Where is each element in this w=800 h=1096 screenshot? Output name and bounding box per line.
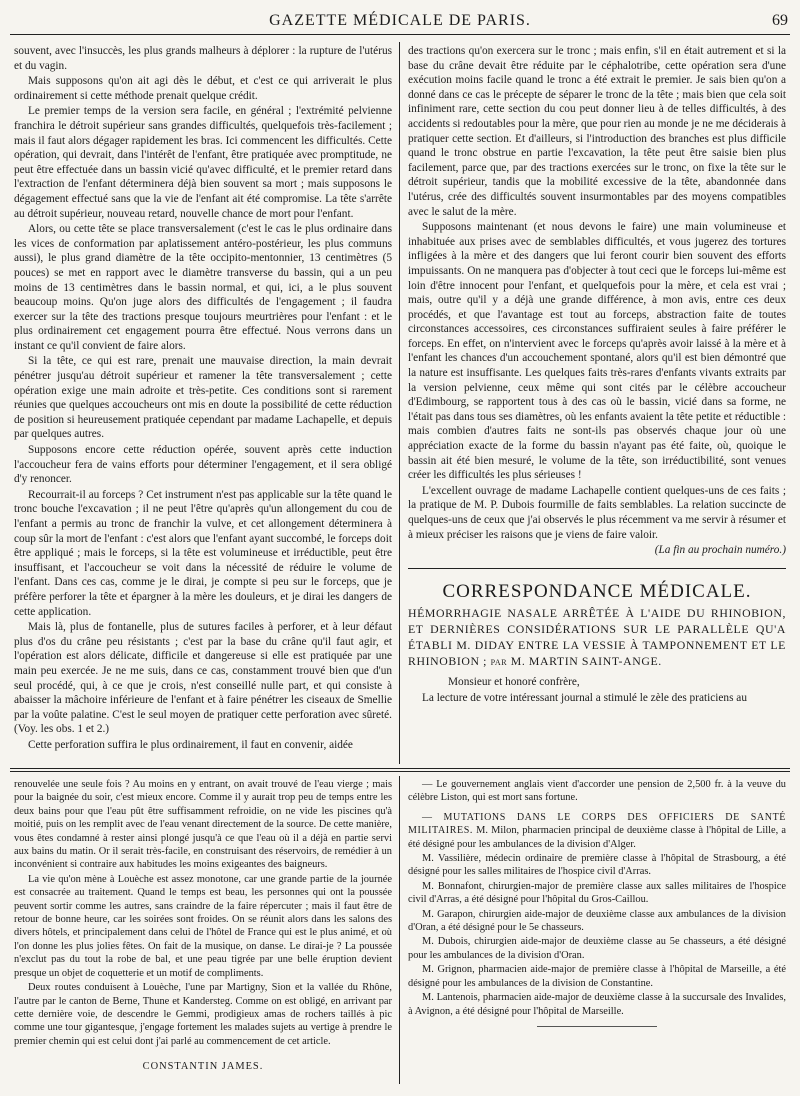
feuilleton-left-column — [14, 778, 392, 1084]
mutations-first-entry: M. Milon, pharmacien principal de deuxième classe à l'hôpital de Lille, a été désigné pour les ambulances de la division d'Alger. — [408, 825, 786, 850]
paragraph: renouvelée une seule fois ? Au moins en y entrant, on avait trouvé de l'eau vierge ; mais pour la baignée du soir, c'est mieux encore. Comme il y aurait trop peu de temps entre les deux bains pour que l'eau pût être suffisamment refroidie, on ne vide les piscines qu'à moitié, puis on les remplit avec de l'eau venant directement de la source. De cette manière, vous êtes condamné à rester ainsi plongé jusqu'à ce que l'eau où il a déjà en partie servi aux bains du matin. Or il serait très-facile, en construisant des réservoirs, de remédier à un inconvénient si contraire aux habitudes les moins exigeantes des baigneurs. — [14, 779, 392, 871]
paragraph: Recourrait-il au forceps ? Cet instrument n'est pas applicable sur la tête quand le tronc bouche l'excavation ; il ne peut l'être qu'après qu'un allongement du cou de l'enfant a permis au tronc de franchir la vulve, et cet allongement déterminera à coup sûr la mort de l'enfant : c'est alors que l'enfant ayant succombé, le forceps doit être appliqué ; mais le forceps, si la tête est volumineuse et irréductible, peut être insuffisant, et l'accoucheur se voit dans la nécessité de réduire le volume de l'enfant. Dans ces cas, comme je le dirai, je compte si peu sur le forceps, que je préfère perforer la tête et épargner à la mère les douleurs, et je dirai les dangers de cette application. — [14, 488, 392, 618]
column-divider — [399, 42, 400, 764]
paragraph: L'excellent ouvrage de madame Lachapelle contient quelques-uns de ces faits ; la pratique de M. P. Dubois fourmille de faits semblables. La relation succincte de quelques-uns de ceux que j'ai observés le plus récemment va me servir à résumer et à mieux préciser les raisons que je viens de faire valoir. — [408, 484, 786, 541]
end-rule — [537, 1026, 657, 1027]
paragraph: Deux routes conduisent à Louèche, l'une par Martigny, Sion et la vallée du Rhône, l'autre par le canton de Berne, Thune et Kandersteg. Comme on est obligé, en arrivant par cette dernière voie, de descendre le Gemmi, prodigieux amas de rochers taillés à pic comme une tour gigantesque, j'engage fortement les malades sujets au vertige à prendre le premier chemin qui est celui dont j'ai parlé au commencement de cet article. — [14, 982, 392, 1047]
feuilleton-rule — [10, 768, 790, 769]
paragraph: Le premier temps de la version sera facile, en général ; l'extrémité pelvienne franchira le détroit supérieur sans grandes difficultés, quelquefois très-facilement ; mais il faut alors dégager rapidement les bras. Ici commencent les difficultés. Cette opération, qui devrait, dans l'intérêt de l'enfant, être pratiquée avec promptitude, ne peut être effectuée dans un bassin vicié qu'avec difficulté, et le premier retard dans l'extraction de l'enfant déterminera déjà bien souvent sa mort ; mais supposons le dégagement effectué sans que la vie de l'enfant ait été compromise. La tête s'arrête au détroit supérieur, nouveau retard, nouvelle chance de mort pour l'enfant. — [14, 105, 392, 220]
paragraph: La vie qu'on mène à Louèche est assez monotone, car une grande partie de la journée est consacrée au traitement. Quand le temps est beau, les personnes qui ont la poussée peuvent sortir comme les autres, sans craindre de la faire répercuter ; mais il faut être de retour de bonne heure, car les soirées sont froides. On se réunit alors dans les salons des divers hôtels, et principalement dans celui de l'hôtel de France qui est le plus animé, et où l'on donne les plus jolies fêtes. On fait de la musique, on danse. Le dirai-je ? La poussée n'exclut pas du tout la robe de bal, et une peau tigrée par une belle éruption devient presque un objet de coquetterie et un motif de compliments. — [14, 873, 392, 979]
mutation-entry: M. Grignon, pharmacien aide-major de première classe à l'hôpital de Marseille, a été désigné pour les ambulances de la division de Constantine. — [408, 964, 786, 989]
paragraph: des tractions qu'on exercera sur le tronc ; mais enfin, s'il en était autrement et si la base du crâne devait être réduite par le céphalotribe, cette opération sera d'une exécution moins facile quand le tronc a été extrait le premier. Je sais bien qu'on a donné dans ce cas le précepte de séparer le tronc de la tête ; mais bien que cela soit infiniment rare, cette section du cou peut donner lieu à de telles difficultés, à des accidents si redoutables pour la mère, que pour rien au monde je ne me déciderais à pratiquer cette section. Et d'ailleurs, si l'introduction des branches est plus difficile quand le tronc obstrue en partie l'excavation, la tête peut être saisie bien plus facilement, parce que, par des tractions exercées sur le tronc, on fixe la tête sur le détroit supérieur, tandis que la mobilité excessive de la tête, abandonnée dans l'utérus, crée des difficultés souvent insurmontables par des moyens compatibles avec le salut de la mère. — [408, 45, 786, 218]
mutation-entry: M. Lantenois, pharmacien aide-major de deuxième classe à la succursale des Invalides, à Avignon, a été désigné pour l'hôpital de Marseille. — [408, 992, 786, 1017]
paragraph: Mais supposons qu'on ait agi dès le début, et c'est ce qui arriverait le plus ordinairement si cette méthode prenait quelque crédit. — [14, 75, 392, 102]
running-head — [10, 10, 790, 35]
paragraph: Alors, ou cette tête se place transversalement (c'est le cas le plus ordinaire dans les vices de conformation par aplatissement antéro-postérieur, les plus communs aussi), le plus grand diamètre de la tête occipito-mentonnier, 13 centimètres (5 pouces) se met en rapport avec le diamètre transverse du bassin, qui a un peu moins de 13 centimètres dans le bassin normal, et qui, ici, a le plus souvent beaucoup moins. Qu'on juge alors des difficultés de l'engagement ; il faudra exercer sur la tête des tractions presque toujours meurtrières pour l'enfant : et le plus ordinairement cet engagement pourra être effectué. Nous verrons dans un instant ce qu'il convient de faire alors. — [14, 223, 392, 352]
paragraph — [408, 811, 786, 851]
mutation-entry: M. Dubois, chirurgien aide-major de deuxième classe au 5e chasseurs, a été désigné pour les ambulances de la division d'Oran. — [408, 936, 786, 961]
journal-title: GAZETTE MÉDICALE DE PARIS. — [269, 12, 531, 29]
mutations-heading: — MUTATIONS DANS LE CORPS DES OFFICIERS DE SANTÉ MILITAIRES. — [408, 811, 786, 837]
right-column — [408, 44, 786, 762]
feuilleton-rule-secondary — [10, 771, 790, 772]
paragraph: Si la tête, ce qui est rare, prenait une mauvaise direction, la main devrait pénétrer jusqu'au détroit supérieur et ramener la tête transversalement ; cette opération exige une main adroite et très-petite. Ces conditions sont si rarement réunies que quelques accoucheurs ont mis en doute la possibilité de cette réduction de position si heureusement pratiquée cependant par madame Lachapelle, et depuis par quelques autres. — [14, 355, 392, 441]
section-rule — [408, 568, 786, 569]
mutation-entry: M. Garapon, chirurgien aide-major de deuxième classe aux ambulances de la division d'Oran, a été désigné pour le 5e chasseurs. — [408, 908, 786, 934]
paragraph: Cette perforation suffira le plus ordinairement, il faut en convenir, aidée — [28, 738, 353, 751]
page-number: 69 — [772, 12, 788, 29]
paragraph: Mais là, plus de fontanelle, plus de sutures faciles à perforer, et à leur défaut plus d'os du crâne peu résistants ; c'est par la base du crâne qu'il faut agir, et l'opération est alors délicate, difficile et dangereuse si elle est pratiquée par une main peu exercée. Je ne me suis, dans ce cas, constamment trouvé bien que d'un seul procédé, qui, à ce que je crois, n'est conseillé nulle part, et qui consiste à abaisser la mâchoire inférieure de l'enfant et à faire pénétrer les ciseaux de Smellie par la voûte palatine. C'est le seul moyen de pratiquer cette perforation avec sûreté. (Voy. les obs. 1 et 2.) — [14, 621, 392, 736]
article-subhead: HÉMORRHAGIE NASALE ARRÊTÉE À L'AIDE DU RHINOBION, ET DERNIÈRES CONSIDÉRATIONS SUR LE PARALLÈLE QU'A ÉTABLI M. DIDAY ENTRE LA VESSIE À TAMPONNEMENT ET LE RHINOBION ; par M. MARTIN SAINT-ANGE. — [408, 606, 786, 669]
to-be-continued-note: (La fin au prochain numéro.) — [654, 544, 786, 557]
feuilleton-right-column — [408, 778, 786, 1084]
section-title: CORRESPONDANCE MÉDICALE. — [442, 580, 752, 602]
paragraph: Supposons encore cette réduction opérée, souvent après cette induction l'accoucheur fera de vains efforts pour déterminer l'engagement, et il sera obligé d'y renoncer. — [14, 444, 392, 486]
column-divider — [399, 776, 400, 1084]
paragraph: souvent, avec l'insuccès, les plus grands malheurs à déplorer : la rupture de l'utérus et du vagin. — [14, 45, 392, 72]
paragraph: — Le gouvernement anglais vient d'accorder une pension de 2,500 fr. à la veuve du célèbre Liston, qui est mort sans fortune. — [408, 779, 786, 804]
author-signature: CONSTANTIN JAMES. — [142, 1061, 264, 1073]
mutation-entry: M. Bonnafont, chirurgien-major de première classe aux salles militaires de l'hospice civil d'Arras, a été désigné pour l'hôpital du Gros-Caillou. — [408, 880, 786, 906]
paragraph: Supposons maintenant (et nous devons le faire) une main volumineuse et inhabituée aux prises avec de semblables difficultés, et vous jugerez des tortures infligées à la mère et des dangers que lui feront courir bien souvent des efforts impuissants. On ne manquera pas d'objecter à tout ceci que le forceps lui-même est loin d'être innocent pour l'enfant, et quelquefois pour la mère, et cela est vrai ; mais, outre qu'il y a déjà une grande différence, à mon avis, entre ces deux procédés, et que l'avantage est tout au forceps, abstraction faite de toutes circonstances accessoires, ces circonstances suffiraient seules à faire préférer le forceps. En effet, on n'intervient avec le forceps qu'après avoir laissé à la mère et à l'enfant les chances d'un accouchement spontané, alors qu'il est bien démontré que la nature est insuffisante. Les quelques faits très-rares d'enfants vivants extraits par la version pelvienne, ceux même qui sont cités par le célèbre accoucheur d'Edimbourg, se rapportent tous à des cas où le bassin, vicié dans sa forme, ne l'était pas dans tous ses diamètres, où les enfants avaient la tête petite et réductible : mais combien d'autres faits ne sont-ils pas observés chaque jour où une appréciation exacte de la forme du bassin n'ayant pas été faite, où, quoique le bassin ait été bien mesuré, le volume de la tête, son irréductibilité, sont venues créer les difficultés les plus sérieuses ! — [408, 221, 786, 482]
salutation: Monsieur et honoré confrère, — [448, 676, 580, 689]
mutation-entry: M. Vassilière, médecin ordinaire de première classe à l'hôpital de Strasbourg, a été désigné pour les salles militaires de l'hospice civil d'Arras. — [408, 853, 786, 878]
paragraph: La lecture de votre intéressant journal a stimulé le zèle des praticiens au — [422, 691, 747, 704]
left-column — [14, 44, 392, 762]
